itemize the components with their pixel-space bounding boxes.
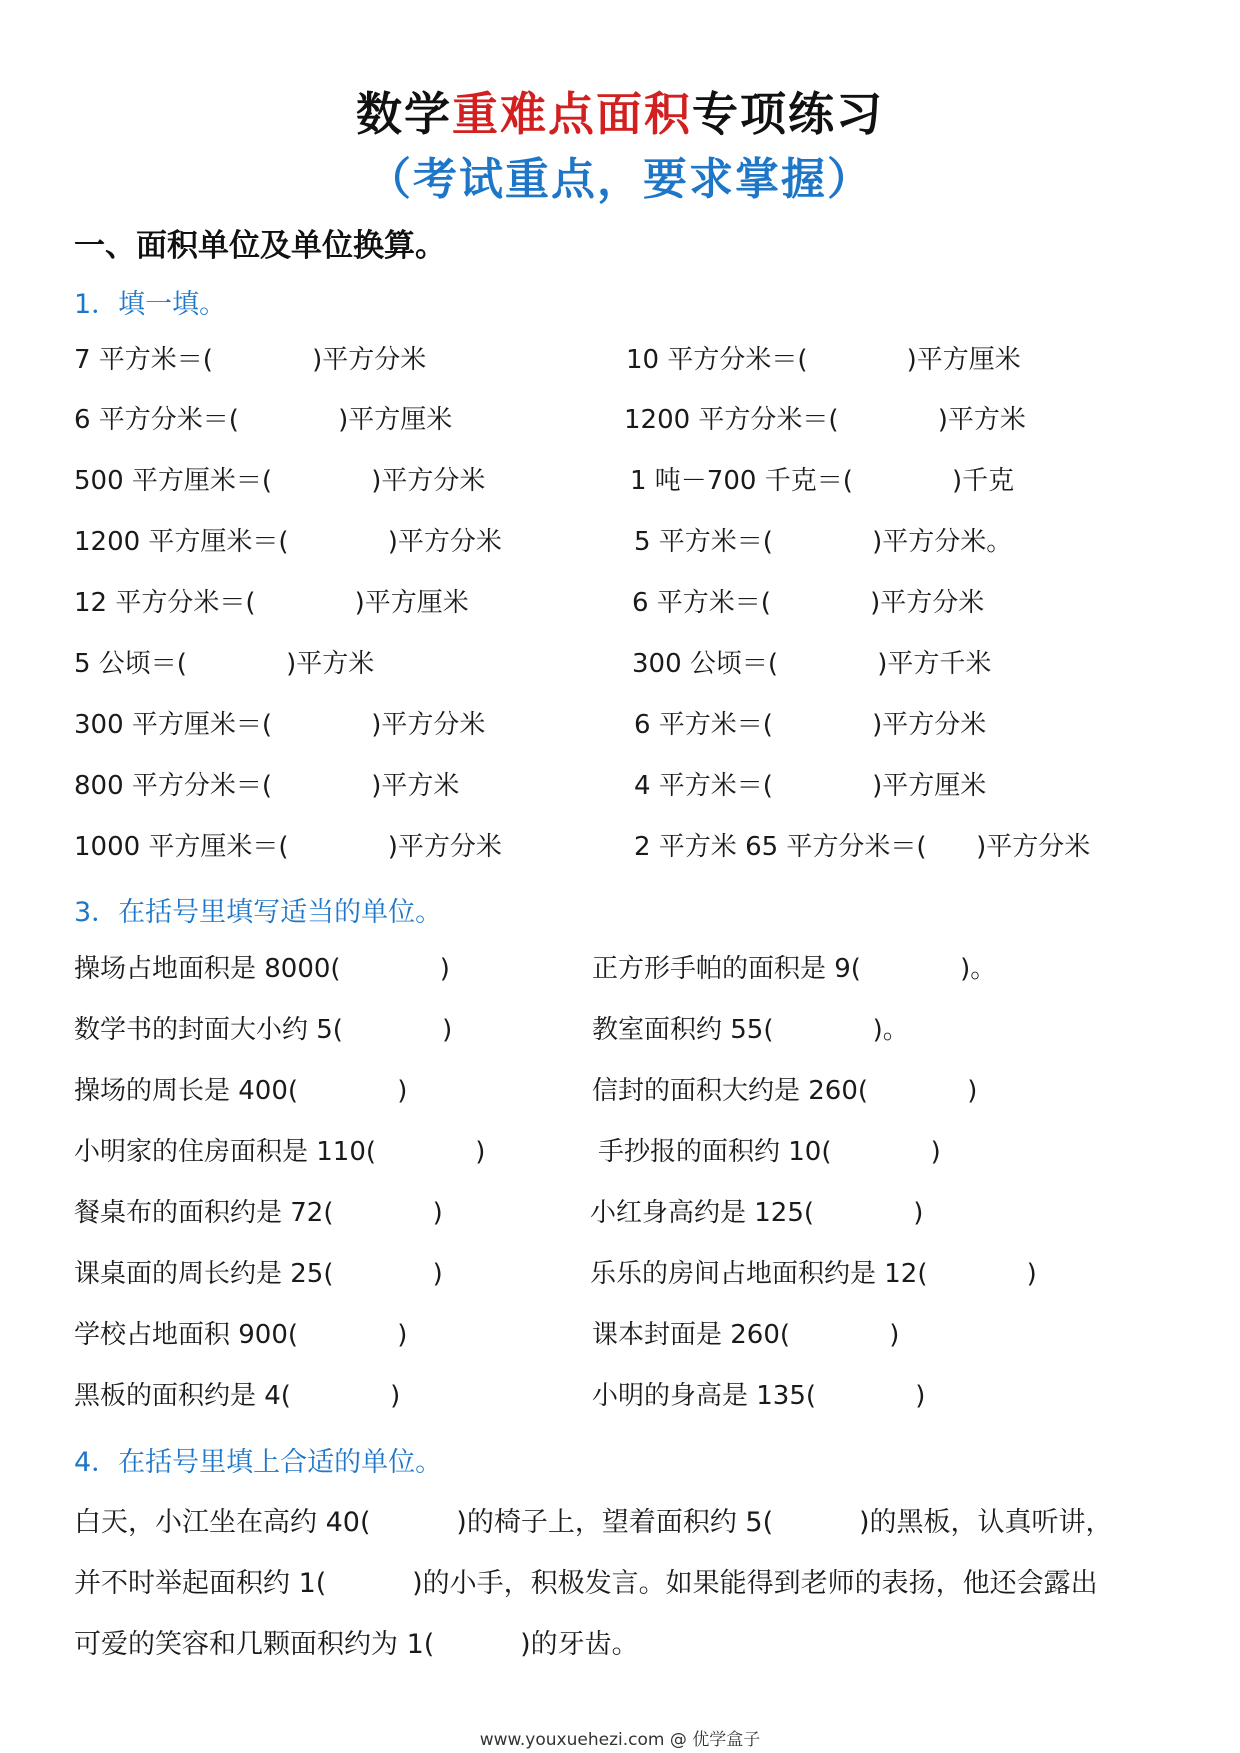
q1-left-item: 12 平方分米＝( )平方厘米 — [74, 588, 469, 618]
q1-right-item: 4 平方米＝( )平方厘米 — [634, 771, 987, 801]
q3-right-item: 乐乐的房间占地面积约是 12( ) — [590, 1259, 1037, 1289]
q1-right-item: 300 公顷＝( )平方千米 — [632, 649, 992, 679]
q4-paragraph-line: 可爱的笑容和几颗面积约为 1( )的牙齿。 — [74, 1629, 639, 1660]
q3-right-item: 信封的面积大约是 260( ) — [592, 1076, 978, 1106]
q1-heading: 1．填一填。 — [74, 289, 227, 320]
q4-paragraph-line: 白天，小江坐在高约 40( )的椅子上，望着面积约 5( )的黑板，认真听讲， — [74, 1507, 1113, 1538]
q1-left-item: 500 平方厘米＝( )平方分米 — [74, 466, 486, 496]
q3-left-item: 操场占地面积是 8000( ) — [74, 954, 450, 984]
q1-left-item: 1200 平方厘米＝( )平方分米 — [74, 527, 502, 557]
q3-left-item: 数学书的封面大小约 5( ) — [74, 1015, 453, 1045]
q1-right-item: 6 平方米＝( )平方分米 — [632, 588, 985, 618]
q1-right-item: 5 平方米＝( )平方分米。 — [634, 527, 1013, 557]
q1-left-item: 300 平方厘米＝( )平方分米 — [74, 710, 486, 740]
q1-left-item: 1000 平方厘米＝( )平方分米 — [74, 832, 502, 862]
q1-right-item: 6 平方米＝( )平方分米 — [634, 710, 987, 740]
q3-heading: 3．在括号里填写适当的单位。 — [74, 897, 443, 928]
q3-left-item: 课桌面的周长约是 25( ) — [74, 1259, 443, 1289]
section-heading-area-units: 一、面积单位及单位换算。 — [74, 228, 446, 264]
title-highlight: 重难点面积 — [452, 87, 692, 141]
q3-left-item: 小明家的住房面积是 110( ) — [74, 1137, 486, 1167]
q1-left-item: 5 公顷＝( )平方米 — [74, 649, 375, 679]
q4-heading: 4．在括号里填上合适的单位。 — [74, 1447, 443, 1478]
q3-left-item: 操场的周长是 400( ) — [74, 1076, 408, 1106]
q3-right-item: 手抄报的面积约 10( ) — [598, 1137, 941, 1167]
q1-right-item: 2 平方米 65 平方分米＝( )平方分米 — [634, 832, 1091, 862]
q3-left-item: 学校占地面积 900( ) — [74, 1320, 408, 1350]
q1-right-item: 1200 平方分米＝( )平方米 — [624, 405, 1026, 435]
q3-right-item: 正方形手帕的面积是 9( )。 — [592, 954, 997, 984]
q3-right-item: 课本封面是 260( ) — [592, 1320, 900, 1350]
page-subtitle: （考试重点，要求掌握） — [367, 154, 873, 205]
title-part3: 专项练习 — [692, 87, 884, 141]
footer-watermark: www.youxuehezi.com @ 优学盒子 — [479, 1730, 761, 1750]
q3-left-item: 餐桌布的面积约是 72( ) — [74, 1198, 443, 1228]
q3-right-item: 小红身高约是 125( ) — [590, 1198, 924, 1228]
q3-right-item: 小明的身高是 135( ) — [592, 1381, 926, 1411]
q1-left-item: 800 平方分米＝( )平方米 — [74, 771, 460, 801]
q1-left-item: 6 平方分米＝( )平方厘米 — [74, 405, 453, 435]
q3-right-item: 教室面积约 55( )。 — [592, 1015, 909, 1045]
title-part1: 数学 — [356, 87, 452, 141]
q3-left-item: 黑板的面积约是 4( ) — [74, 1381, 401, 1411]
q4-paragraph-line: 并不时举起面积约 1( )的小手，积极发言。如果能得到老师的表扬，他还会露出 — [74, 1568, 1098, 1599]
q1-left-item: 7 平方米＝( )平方分米 — [74, 345, 427, 375]
q1-right-item: 10 平方分米＝( )平方厘米 — [626, 345, 1021, 375]
q1-right-item: 1 吨－700 千克＝( )千克 — [630, 466, 1015, 496]
page-title — [0, 78, 1240, 144]
